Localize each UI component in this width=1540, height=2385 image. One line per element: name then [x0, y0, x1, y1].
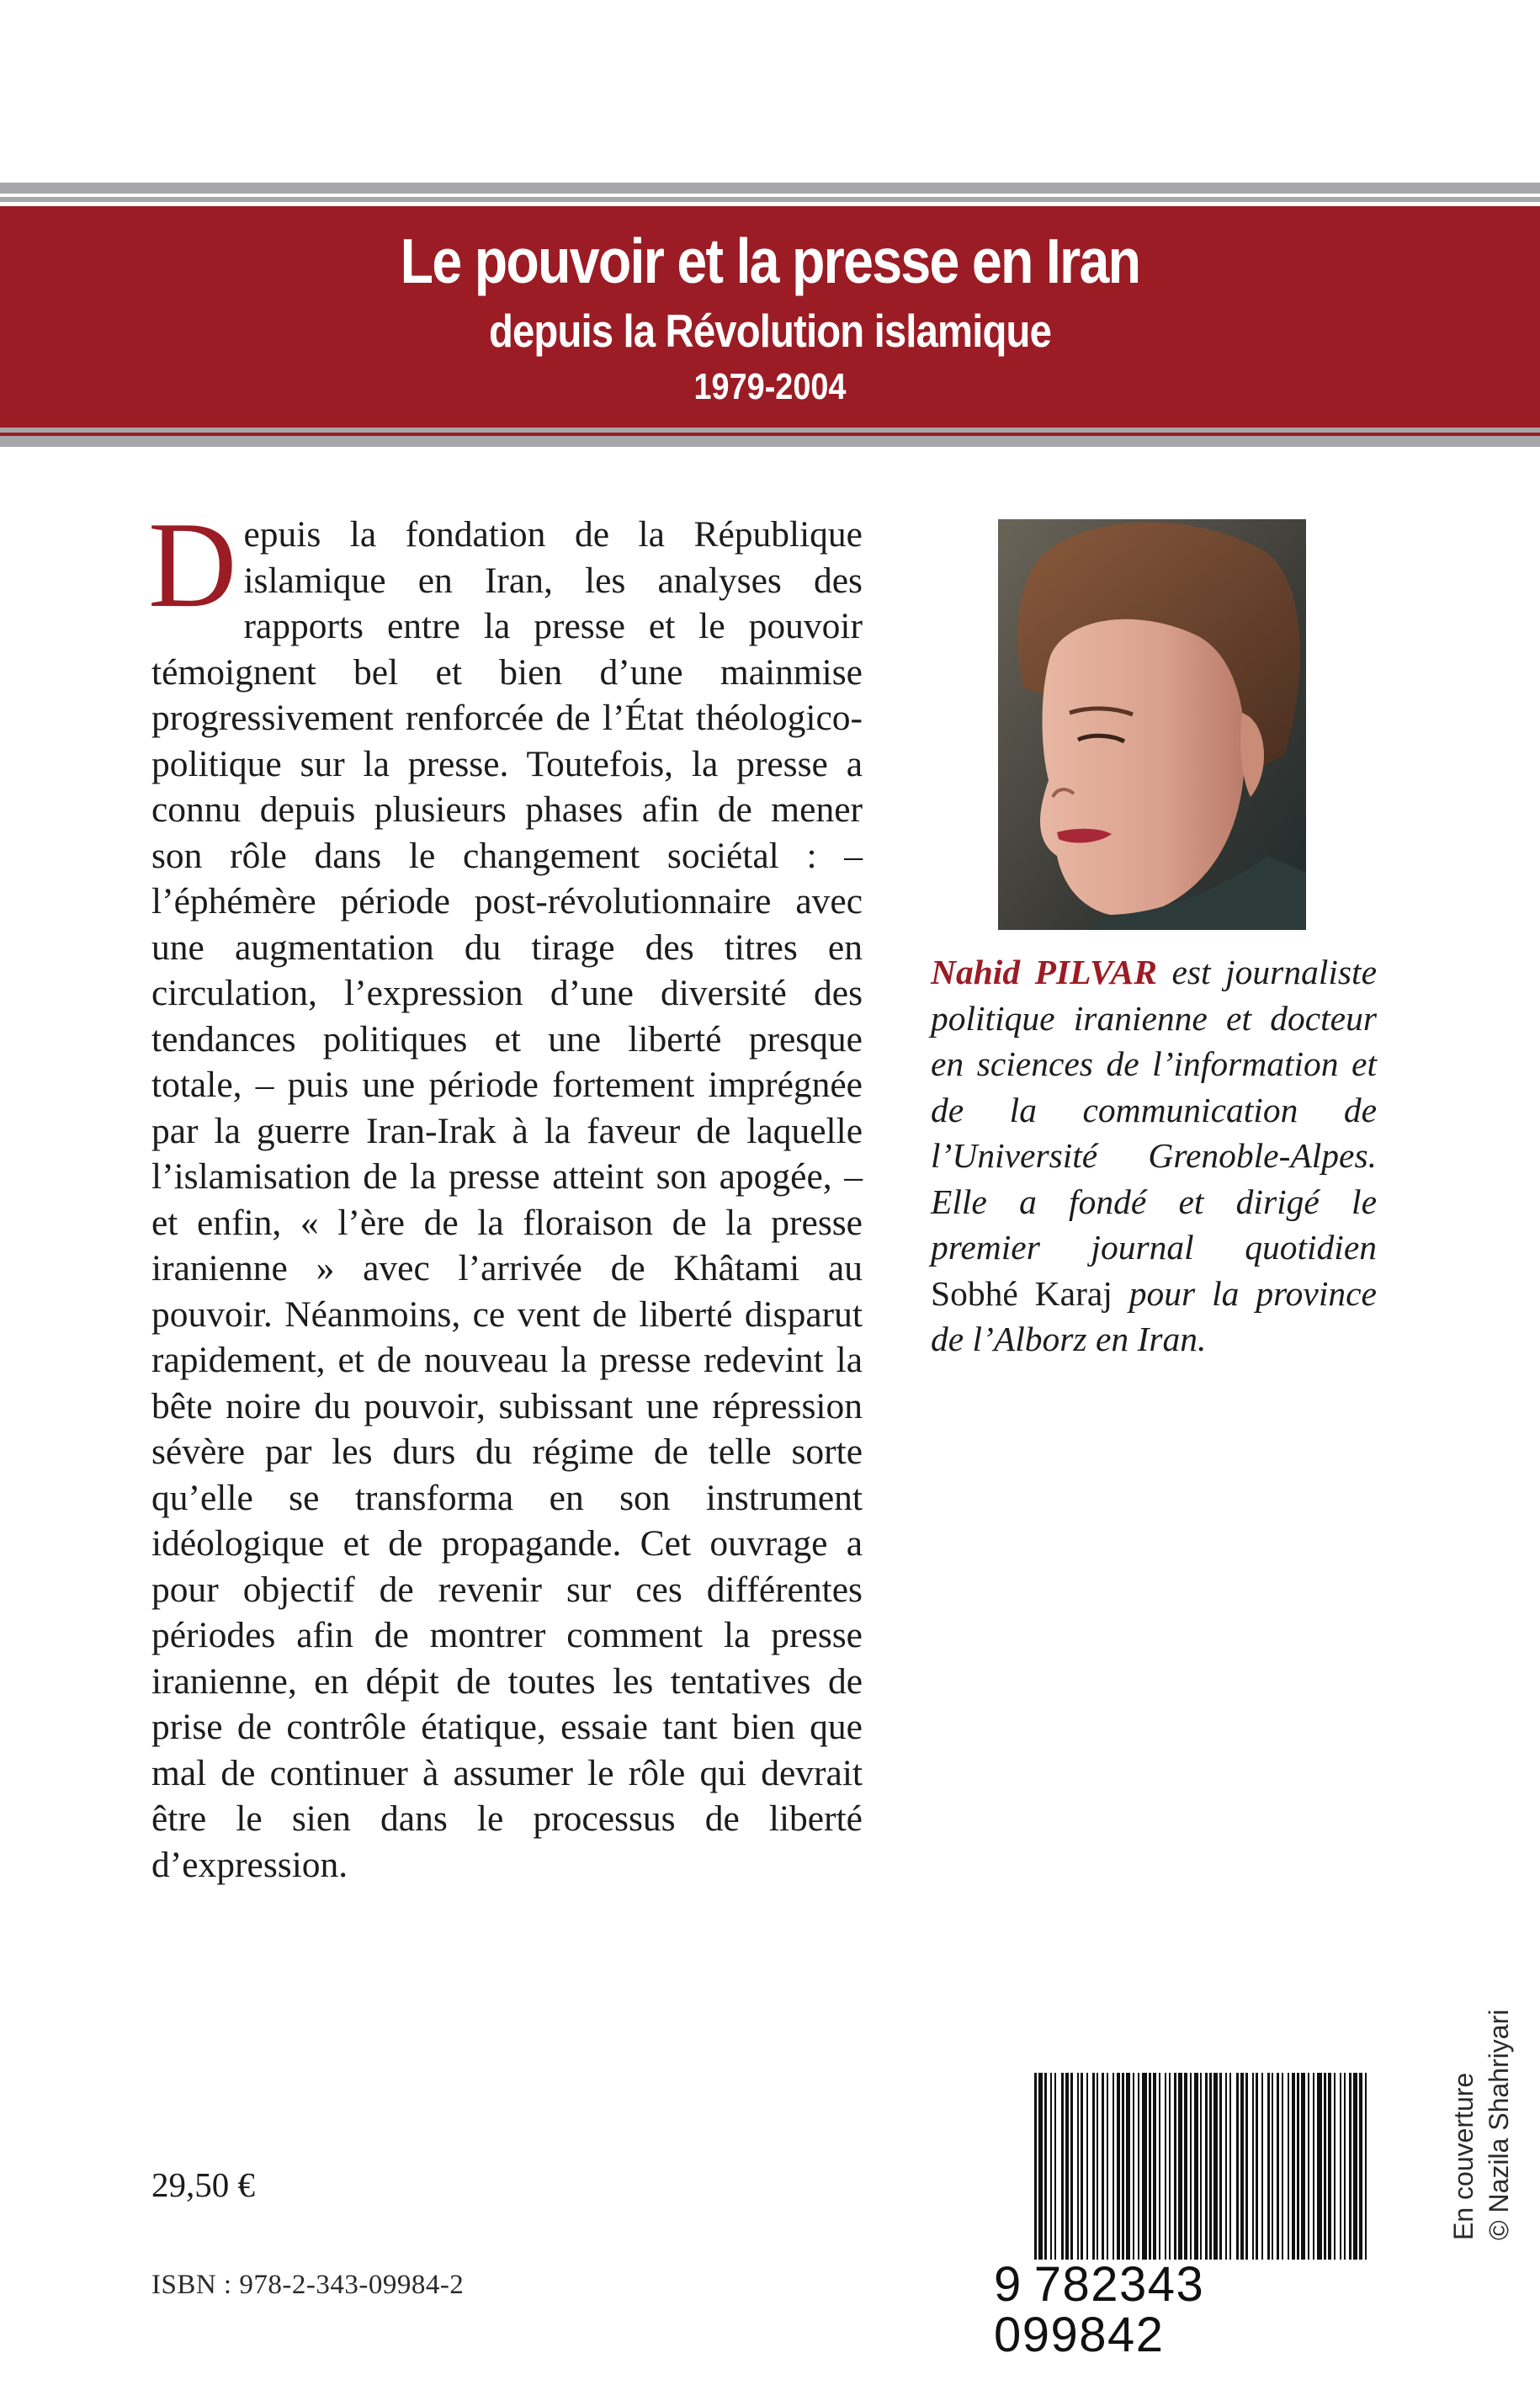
author-portrait-icon: [998, 519, 1306, 930]
bottom-rule-thin: [0, 428, 1540, 433]
barcode-group-1: 782343: [1033, 2257, 1205, 2312]
author-photo: [998, 519, 1306, 930]
isbn: ISBN : 978-2-343-09984-2: [151, 2270, 465, 2300]
author-bio-part1: est journaliste politique iranienne et docteur en sciences de l’information et de la communication de l’Université Grenoble-Alpes. Elle a fondé et dirigé le premier journal quotidien: [931, 953, 1377, 1267]
book-subtitle: depuis la Révolution islamique: [488, 305, 1052, 357]
author-bio: [931, 949, 1377, 1362]
barcode-lead-digit: 9: [994, 2257, 1022, 2312]
barcode-group-2: 099842: [994, 2308, 1165, 2362]
book-title: Le pouvoir et la presse en Iran: [400, 226, 1140, 296]
top-rule-thick: [0, 183, 1540, 194]
author-name: Nahid PILVAR: [931, 953, 1157, 991]
newspaper-name: Sobhé Karaj: [931, 1273, 1113, 1313]
bottom-rule-thick: [0, 436, 1540, 447]
barcode-number: [994, 2257, 1371, 2362]
book-years: 1979-2004: [693, 366, 847, 407]
drop-cap: D: [148, 497, 237, 633]
title-banner: [0, 206, 1540, 436]
credit-line-1: En couverture: [1448, 2072, 1479, 2240]
credit-line-2: © Nazila Shahriyari: [1484, 2009, 1514, 2240]
back-cover-blurb: [148, 497, 863, 1888]
price: 29,50 €: [151, 2165, 255, 2204]
blurb-text: epuis la fondation de la République islamique en Iran, les analyses des rapports entre la presse et le pouvoir témoignent bel et bien d’une mainmise progressivement renforcée de l’État théologico-politique sur la presse. Toutefois, la presse a connu depuis plusieurs phases afin de mener son rôle dans le changement sociétal : – l’éphémère période post-révolutionnaire avec une augmentation du tirage des titres en circulation, l’expression d’une diversité des tendances politiques et une liberté presque totale, – puis une période fortement imprégnée par la guerre Iran-Irak à la faveur de laquelle l’islamisation de la presse atteint son apogée, – et enfin, « l’ère de la floraison de la presse iranienne » avec l’arrivée de Khâtami au pouvoir. Néanmoins, ce vent de liberté disparut rapidement, et de nouveau la presse redevint la bête noire du pouvoir, subissant une répression sévère par les durs du régime de telle sorte qu’elle se transforma en son instrument idéologique et de propagande. Cet ouvrage a pour objectif de revenir sur ces différentes périodes afin de montrer comment la presse iranienne, en dépit de toutes les tentatives de prise de contrôle étatique, essaie tant bien que mal de continuer à assumer le rôle qui devrait être le sien dans le processus de liberté d’expression.: [151, 514, 863, 1885]
top-rule-thin: [0, 197, 1540, 202]
author-bio-part2: pour la province de l’Alborz en Iran.: [931, 1273, 1377, 1358]
